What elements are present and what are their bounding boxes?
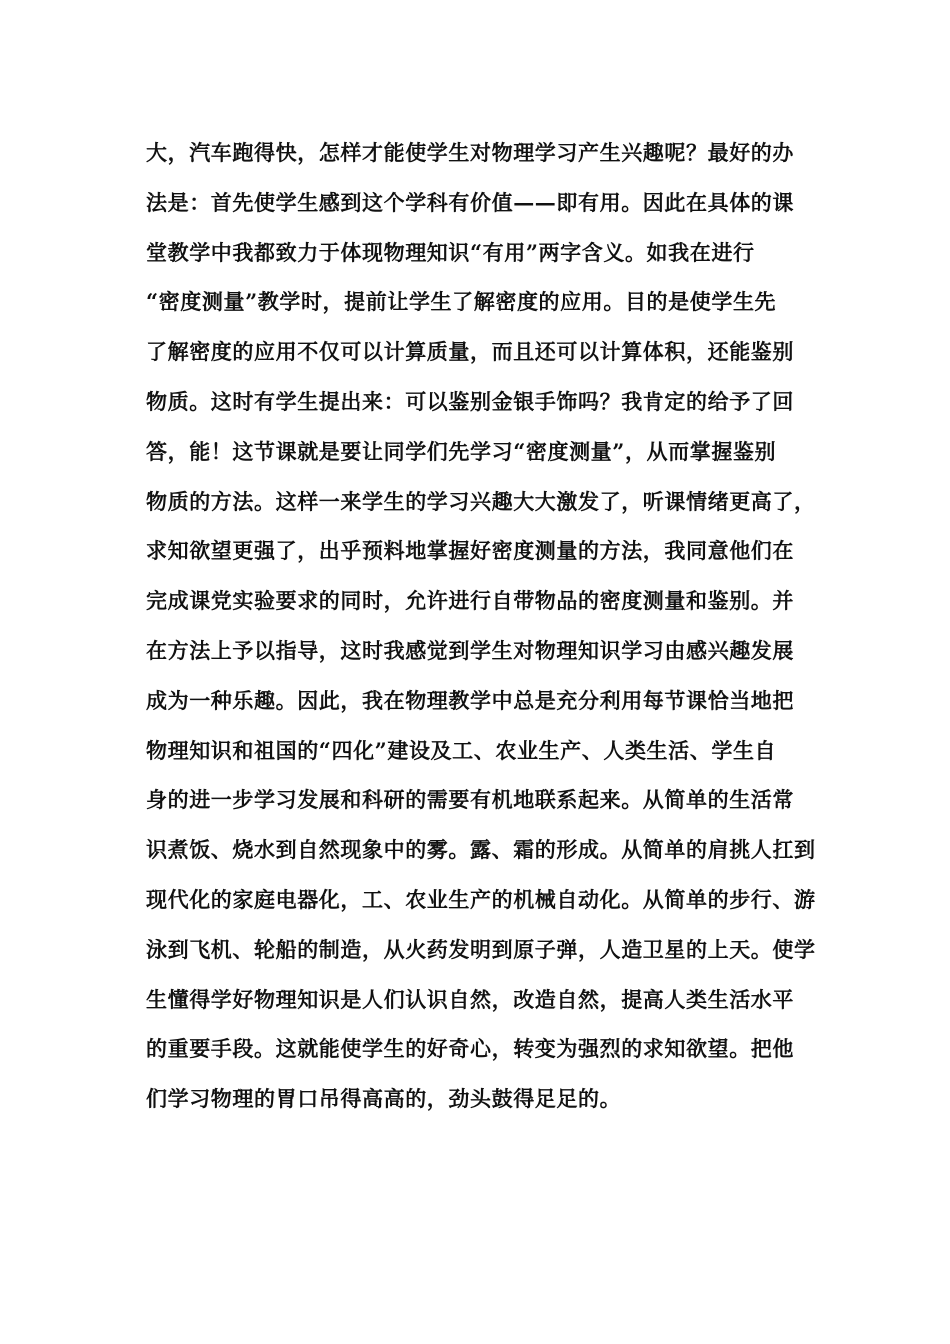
text-line-15: 识煮饭、烧水到自然现象中的雾。露、霜的形成。从简单的肩挑人扛到 bbox=[146, 837, 816, 863]
text-line-16: 现代化的家庭电器化，工、农业生产的机械自动化。从简单的步行、游 bbox=[146, 886, 816, 912]
text-line-12: 成为一种乐趣。因此，我在物理教学中总是充分利用每节课恰当地把 bbox=[146, 687, 794, 713]
text-line-18: 生懂得学好物理知识是人们认识自然，改造自然，提高人类生活水平 bbox=[146, 986, 794, 1012]
text-line-5: 了解密度的应用不仅可以计算质量，而且还可以计算体积，还能鉴别 bbox=[146, 339, 794, 365]
text-line-9: 求知欲望更强了，出乎预料地掌握好密度测量的方法，我同意他们在 bbox=[146, 538, 794, 564]
text-line-20: 们学习物理的胃口吊得高高的，劲头鼓得足足的。 bbox=[146, 1086, 622, 1112]
text-line-2: 法是：首先使学生感到这个学科有价值——即有用。因此在具体的课 bbox=[146, 189, 794, 215]
text-line-19: 的重要手段。这就能使学生的好奇心，转变为强烈的求知欲望。把他 bbox=[146, 1036, 794, 1062]
text-line-17: 泳到飞机、轮船的制造，从火药发明到原子弹，人造卫星的上天。使学 bbox=[146, 936, 816, 962]
text-line-8: 物质的方法。这样一来学生的学习兴趣大大激发了，听课情绪更高了， bbox=[146, 488, 816, 514]
body-paragraph bbox=[146, 128, 826, 1124]
text-line-14: 身的进一步学习发展和科研的需要有机地联系起来。从简单的生活常 bbox=[146, 787, 794, 813]
text-line-7: 答，能！这节课就是要让同学们先学习“密度测量”，从而掌握鉴别 bbox=[146, 438, 777, 464]
text-line-11: 在方法上予以指导，这时我感觉到学生对物理知识学习由感兴趣发展 bbox=[146, 637, 794, 663]
text-line-1: 大，汽车跑得快，怎样才能使学生对物理学习产生兴趣呢？最好的办 bbox=[146, 140, 794, 165]
text-line-3: 堂教学中我都致力于体现物理知识“有用”两字含义。如我在进行 bbox=[146, 239, 755, 265]
text-line-13: 物理知识和祖国的“四化”建设及工、农业生产、人类生活、学生自 bbox=[146, 737, 777, 763]
text-line-10: 完成课党实验要求的同时，允许进行自带物品的密度测量和鉴别。并 bbox=[146, 588, 794, 614]
text-line-6: 物质。这时有学生提出来：可以鉴别金银手饰吗？我肯定的给予了回 bbox=[146, 388, 794, 414]
text-line-4: “密度测量”教学时，提前让学生了解密度的应用。目的是使学生先 bbox=[146, 289, 777, 315]
